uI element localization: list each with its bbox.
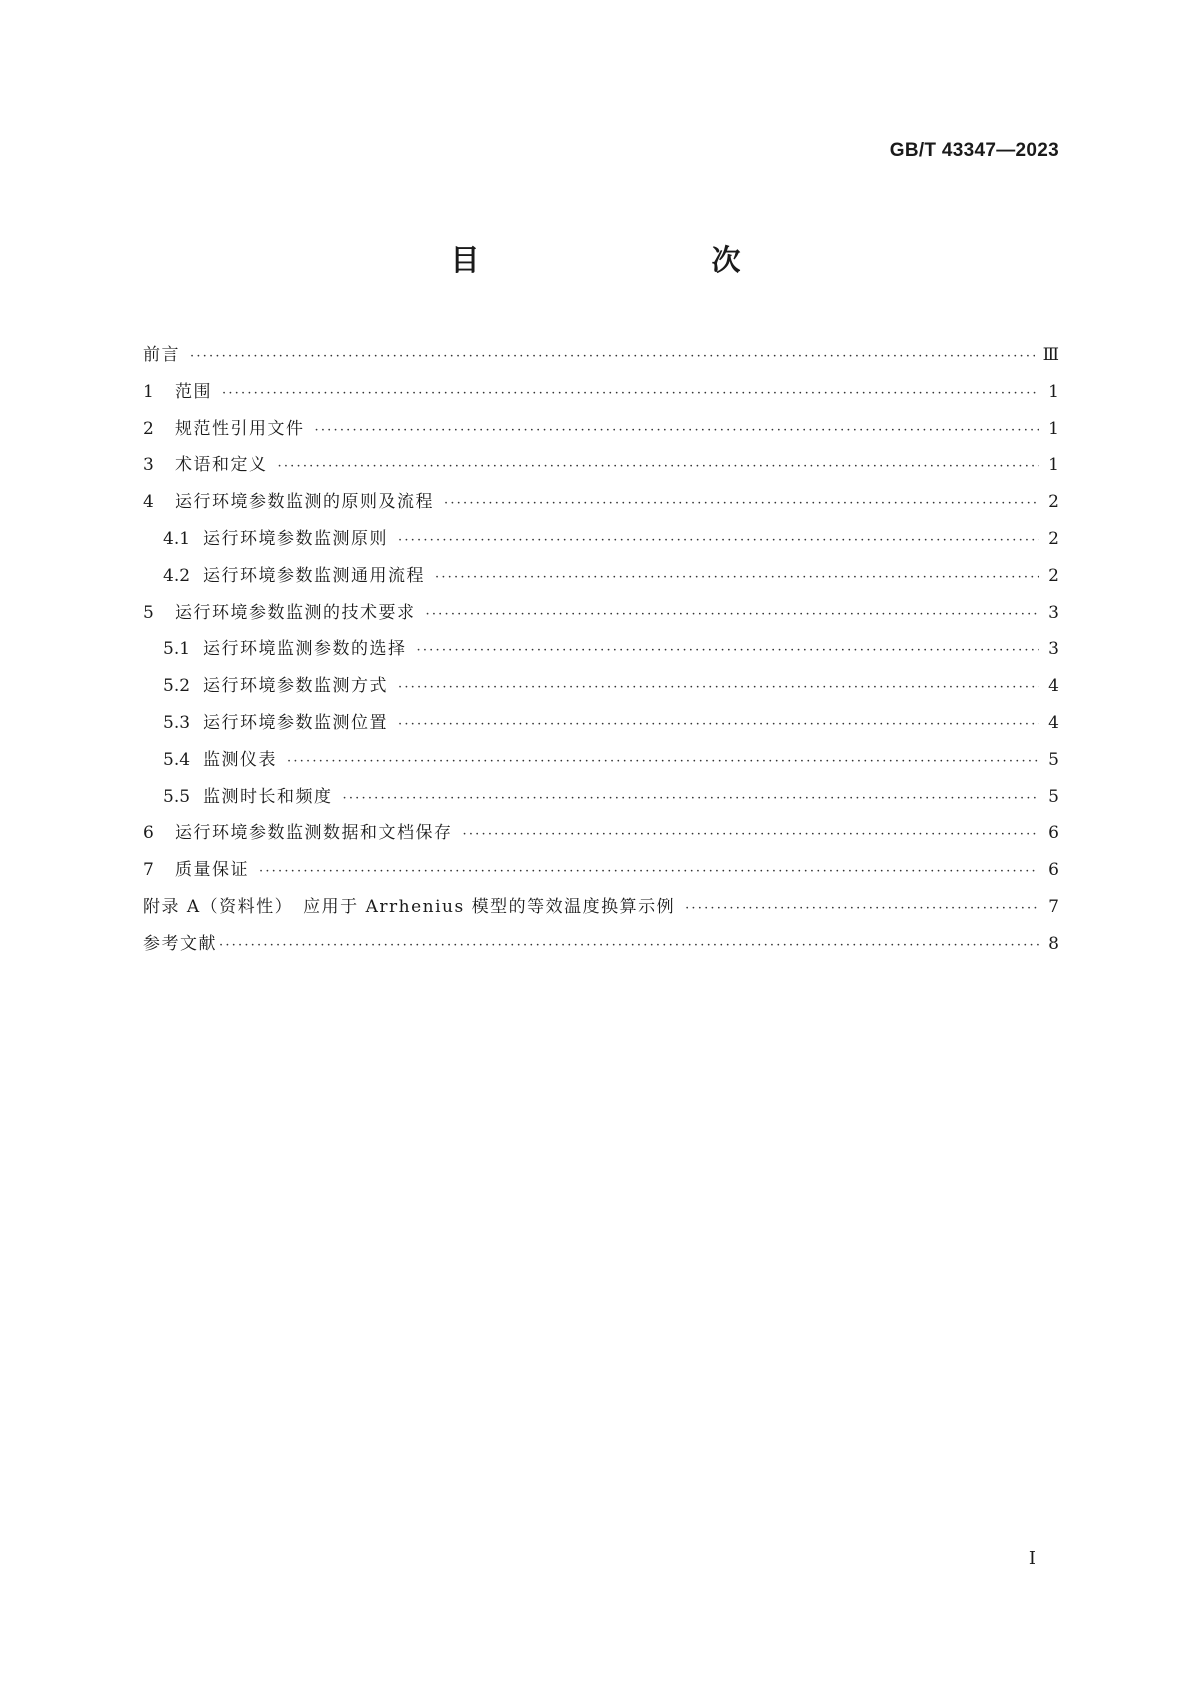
toc-entry[interactable] (143, 631, 1059, 668)
toc-entry-label: 运行环境参数监测的技术要求 (175, 602, 416, 623)
toc-dot-leader (190, 339, 1035, 376)
toc-entry-number: 5.3 (163, 712, 191, 733)
toc-dot-leader (398, 707, 1039, 744)
toc-entry[interactable] (143, 521, 1059, 558)
toc-entry-label: 运行环境参数监测位置 (203, 712, 388, 733)
toc-dot-leader (219, 928, 1039, 965)
toc-entry-label: 质量保证 (175, 860, 249, 881)
toc-entry-page: 8 (1048, 933, 1059, 954)
toc-entry-number: 3 (143, 455, 154, 476)
page-number: I (1028, 1548, 1036, 1569)
standard-code: GB/T 43347—2023 (889, 140, 1059, 161)
toc-dot-leader (444, 486, 1039, 523)
toc-entry-page: 2 (1048, 492, 1059, 513)
toc-entry-label: 运行环境参数监测方式 (203, 676, 388, 697)
toc-entry-number: 4 (143, 492, 154, 513)
toc-dot-leader (398, 523, 1039, 560)
toc-entry[interactable] (143, 742, 1059, 779)
toc-entry-page: 4 (1048, 676, 1059, 697)
toc-entry-label: 监测仪表 (203, 749, 277, 770)
toc-entry-number: 5.1 (163, 639, 191, 660)
toc-entry-label: 运行环境参数监测数据和文档保存 (175, 823, 453, 844)
toc-entry-number: 2 (143, 418, 154, 439)
toc-entry-label: 规范性引用文件 (175, 418, 305, 439)
toc-entry-page: 1 (1048, 418, 1059, 439)
toc-entry[interactable] (143, 558, 1059, 595)
toc-entry-label: 运行环境参数监测的原则及流程 (175, 492, 434, 513)
toc-dot-leader (315, 413, 1040, 450)
toc-entry-label: 范围 (175, 381, 212, 402)
toc-entry[interactable] (143, 889, 1059, 926)
toc-dot-leader (287, 744, 1039, 781)
page-title: 目 次 (450, 243, 799, 277)
toc-entry-page: 4 (1048, 712, 1059, 733)
toc-entry[interactable] (143, 411, 1059, 448)
toc-entry-number: 1 (143, 381, 154, 402)
toc-entry-label: 运行环境参数监测原则 (203, 528, 388, 549)
toc-entry-label: 运行环境监测参数的选择 (203, 639, 407, 660)
toc-dot-leader (278, 449, 1040, 486)
toc-entry-label: 参考文献 (143, 933, 217, 954)
toc-dot-leader (417, 633, 1040, 670)
toc-entry-number: 6 (143, 823, 154, 844)
toc-entry-page: 7 (1048, 896, 1059, 917)
toc-dot-leader (222, 376, 1039, 413)
toc-dot-leader (463, 817, 1040, 854)
toc-entry[interactable] (143, 815, 1059, 852)
toc-entry-number: 4.1 (163, 528, 191, 549)
toc-dot-leader (259, 854, 1039, 891)
toc-entry-label: 前言 (143, 345, 180, 365)
toc-entry-label: 附录 A（资料性） 应用于 Arrhenius 模型的等效温度换算示例 (143, 896, 676, 917)
toc-entry-page: 3 (1048, 639, 1059, 660)
toc-entry-label: 监测时长和频度 (203, 786, 333, 807)
toc-entry[interactable] (143, 374, 1059, 411)
toc-entry-number: 4.2 (163, 565, 191, 586)
toc-entry[interactable] (143, 705, 1059, 742)
toc-entry-number: 5.2 (163, 676, 191, 697)
toc-entry-label: 运行环境参数监测通用流程 (203, 565, 425, 586)
toc-dot-leader (426, 597, 1040, 634)
toc-entry[interactable] (143, 852, 1059, 889)
toc-entry-number: 5.5 (163, 786, 191, 807)
toc-dot-leader (435, 560, 1039, 597)
toc-entry-page: Ⅲ (1042, 345, 1059, 365)
toc-entry[interactable] (143, 337, 1059, 374)
toc-dot-leader (343, 781, 1040, 818)
toc-entry-page: 5 (1048, 786, 1059, 807)
toc-entry[interactable] (143, 447, 1059, 484)
toc-dot-leader (398, 670, 1039, 707)
toc-dot-leader (685, 891, 1039, 928)
toc-entry-label: 术语和定义 (175, 455, 268, 476)
toc-entry[interactable] (143, 779, 1059, 816)
toc-entry-page: 6 (1048, 860, 1059, 881)
toc-entry-page: 5 (1048, 749, 1059, 770)
table-of-contents (143, 337, 1059, 963)
toc-entry[interactable] (143, 595, 1059, 632)
toc-entry-number: 5.4 (163, 749, 191, 770)
toc-entry-page: 1 (1048, 455, 1059, 476)
toc-entry-page: 1 (1048, 381, 1059, 402)
toc-entry-page: 6 (1048, 823, 1059, 844)
toc-entry-page: 2 (1048, 528, 1059, 549)
toc-entry-number: 7 (143, 860, 154, 881)
toc-entry-page: 3 (1048, 602, 1059, 623)
toc-entry[interactable] (143, 926, 1059, 963)
toc-entry-number: 5 (143, 602, 154, 623)
toc-entry[interactable] (143, 484, 1059, 521)
toc-entry[interactable] (143, 668, 1059, 705)
toc-entry-page: 2 (1048, 565, 1059, 586)
